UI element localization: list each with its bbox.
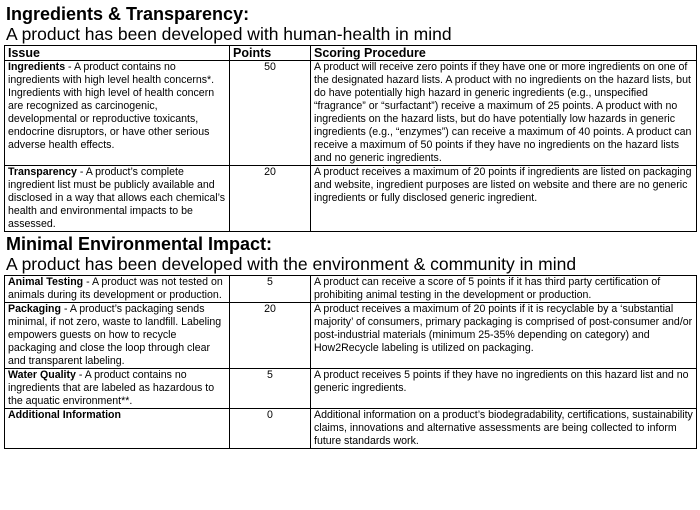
- environment-table: [4, 275, 697, 449]
- table-row: [5, 369, 697, 409]
- table-row: [5, 276, 697, 303]
- section-title-ingredients: Ingredients & Transparency:: [6, 4, 250, 24]
- scoring-cell: A product receives a maximum of 20 points if it is recyclable by a ‘substantial majority’ of consumers, primary packaging is comprised of post-consumer and/or post-industrial materials (minimum 25-35% depending on category) and How2Recycle labeling is utilized on packaging.: [311, 303, 697, 369]
- ingredients-table: [4, 45, 697, 232]
- issue-cell: [5, 369, 230, 409]
- points-cell: 5: [230, 369, 311, 409]
- header-points: Points: [230, 46, 311, 61]
- issue-name: Ingredients: [8, 61, 66, 73]
- points-cell: 0: [230, 409, 311, 449]
- header-issue: Issue: [5, 46, 230, 61]
- points-cell: 5: [230, 276, 311, 303]
- issue-name: Packaging: [8, 303, 61, 315]
- table-row: [5, 61, 697, 166]
- issue-cell: [5, 276, 230, 303]
- table-row: [5, 303, 697, 369]
- issue-cell: [5, 303, 230, 369]
- issue-name: Additional Information: [8, 409, 121, 421]
- issue-cell: [5, 166, 230, 232]
- points-cell: 20: [230, 166, 311, 232]
- points-cell: 20: [230, 303, 311, 369]
- table-row: [5, 166, 697, 232]
- issue-name: Animal Testing: [8, 276, 84, 288]
- scoring-cell: A product receives 5 points if they have no ingredients on this hazard list and no generic ingredients.: [311, 369, 697, 409]
- section-subtitle-environment: A product has been developed with the environment & community in mind: [6, 254, 577, 274]
- table-row: [5, 409, 697, 449]
- header-scoring: Scoring Procedure: [311, 46, 697, 61]
- section-subtitle-ingredients: A product has been developed with human-health in mind: [6, 24, 452, 44]
- issue-cell: [5, 61, 230, 166]
- section-title-environment: Minimal Environmental Impact:: [6, 234, 273, 254]
- issue-name: Transparency: [8, 166, 77, 178]
- issue-description: - A product contains no ingredients with high level health concerns*. Ingredients with high level of health concern are recognized as carcinogenic, developmental or reproductive toxicants, endocrine disruptors, or have other serious adverse health effects.: [8, 61, 215, 151]
- table-header-row: [5, 46, 697, 61]
- issue-description: - A product’s packaging sends minimal, if not zero, waste to landfill. Labeling empowers guests on how to recycle packaging and close the loop through clear and transparent labeling.: [8, 303, 222, 367]
- scoring-cell: A product will receive zero points if they have one or more ingredients on one of the designated hazard lists. A product with no ingredients on the hazard lists, but do have potentially high hazard in generic ingredients (e.g., unspecified “fragrance” or “surfactant”) receive a maximum of 25 points. A product with no ingredients on the hazard lists, but do have potentially low hazards in generic ingredients (e.g., “enzymes”) can receive a maximum of 40 points. A product can receive a maximum of 50 points if they have no ingredients on the hazard lists and no generic ingredients.: [311, 61, 697, 166]
- scoring-cell: Additional information on a product’s biodegradability, certifications, sustainability claims, innovations and alternative assessments are being collected to inform future standards work.: [311, 409, 697, 449]
- points-cell: 50: [230, 61, 311, 166]
- scoring-cell: A product receives a maximum of 20 points if ingredients are listed on packaging and website, ingredient purposes are listed on website and there are no generic ingredients or fully disclosed generic ingredient.: [311, 166, 697, 232]
- issue-description: - A product’s complete ingredient list must be publicly available and disclosed in a way that allows each chemical’s health and environmental impacts to be assessed.: [8, 166, 226, 230]
- scoring-cell: A product can receive a score of 5 points if it has third party certification of prohibiting animal testing in the development or production.: [311, 276, 697, 303]
- issue-description: - A product was not tested on animals during its development or production.: [8, 276, 223, 301]
- issue-name: Water Quality: [8, 369, 76, 381]
- issue-description: - A product contains no ingredients that are labeled as hazardous to the aquatic environment**.: [8, 369, 215, 407]
- issue-cell: [5, 409, 230, 449]
